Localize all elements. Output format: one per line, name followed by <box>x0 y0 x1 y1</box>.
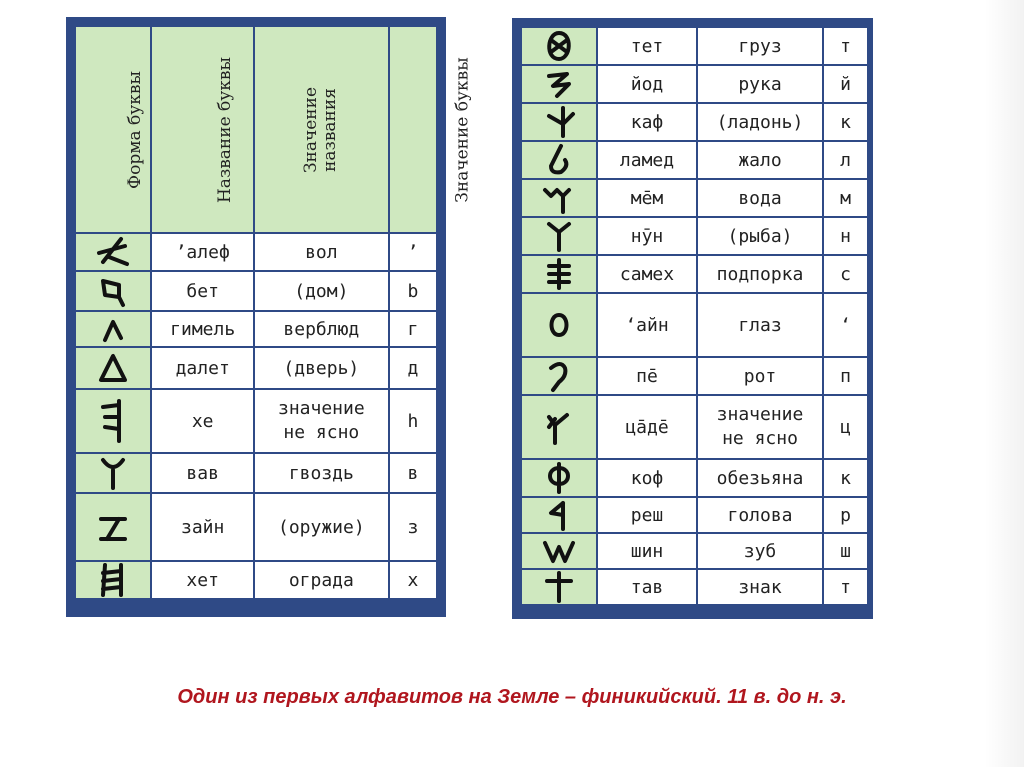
header-name-label: Название буквы <box>215 56 236 204</box>
table-row <box>522 66 867 102</box>
samekh-icon <box>522 256 596 292</box>
letter-value: п <box>824 358 867 394</box>
letter-meaning: значение не ясно <box>255 390 388 452</box>
table-row <box>522 570 867 604</box>
table-row <box>522 460 867 496</box>
letter-value: г <box>390 312 436 346</box>
dalet-icon <box>76 348 150 388</box>
letter-name: далет <box>152 348 253 388</box>
nun-icon <box>522 218 596 254</box>
kaf-icon <box>522 104 596 140</box>
letter-name: гимель <box>152 312 253 346</box>
letter-name: шин <box>598 534 696 568</box>
ayin-icon <box>522 294 596 356</box>
letter-value: в <box>390 454 436 492</box>
table-row <box>522 396 867 458</box>
gimel-icon <box>76 312 150 346</box>
table-row <box>522 104 867 140</box>
letter-meaning: жало <box>698 142 822 178</box>
letter-meaning: значение не ясно <box>698 396 822 458</box>
table-row <box>522 294 867 356</box>
letter-meaning: голова <box>698 498 822 532</box>
letter-meaning: гвоздь <box>255 454 388 492</box>
het-icon <box>76 562 150 598</box>
letter-meaning: рот <box>698 358 822 394</box>
left-alphabet-table <box>66 17 473 617</box>
letter-meaning: (дверь) <box>255 348 388 388</box>
letter-value: х <box>390 562 436 598</box>
letter-meaning: (ладонь) <box>698 104 822 140</box>
table-row <box>76 562 436 598</box>
letter-value: ʻ <box>824 294 867 356</box>
letter-name: реш <box>598 498 696 532</box>
letter-name: нӯн <box>598 218 696 254</box>
letter-meaning: вол <box>255 234 388 270</box>
letter-name: вав <box>152 454 253 492</box>
header-meaning <box>255 27 388 232</box>
letter-value: h <box>390 390 436 452</box>
letter-value: д <box>390 348 436 388</box>
letter-meaning: верблюд <box>255 312 388 346</box>
table-row <box>522 142 867 178</box>
letter-value: т <box>824 28 867 64</box>
letter-value: м <box>824 180 867 216</box>
letter-name: мēм <box>598 180 696 216</box>
letter-value: л <box>824 142 867 178</box>
letter-value: з <box>390 494 436 560</box>
letter-name: каф <box>598 104 696 140</box>
letter-value: с <box>824 256 867 292</box>
bet-icon <box>76 272 150 310</box>
letter-meaning: (оружие) <box>255 494 388 560</box>
letter-meaning: вода <box>698 180 822 216</box>
letter-value: к <box>824 460 867 496</box>
letter-name: ʻайн <box>598 294 696 356</box>
letter-name: бет <box>152 272 253 310</box>
letter-value: b <box>390 272 436 310</box>
letter-meaning: ограда <box>255 562 388 598</box>
table-row <box>76 454 436 492</box>
letter-name: ламед <box>598 142 696 178</box>
tet-icon <box>522 28 596 64</box>
table-row <box>522 28 867 64</box>
alphabet-table-right <box>520 26 869 606</box>
letter-meaning: обезьяна <box>698 460 822 496</box>
letter-value: н <box>824 218 867 254</box>
letter-value: ц <box>824 396 867 458</box>
letter-meaning: знак <box>698 570 822 604</box>
tsade-icon <box>522 396 596 458</box>
table-row <box>76 494 436 560</box>
table-row <box>522 218 867 254</box>
letter-meaning: рука <box>698 66 822 102</box>
letter-name: тет <box>598 28 696 64</box>
mem-icon <box>522 180 596 216</box>
pe-icon <box>522 358 596 394</box>
letter-value: т <box>824 570 867 604</box>
letter-value: к <box>824 104 867 140</box>
header-value <box>390 27 473 232</box>
lamed-icon <box>522 142 596 178</box>
header-value-label: Значение буквы <box>452 57 473 203</box>
slide-edge <box>984 0 1024 767</box>
letter-name: ʼалеф <box>152 234 253 270</box>
vav-icon <box>76 454 150 492</box>
letter-meaning: (рыба) <box>698 218 822 254</box>
table-row <box>522 534 867 568</box>
alphabet-table-left <box>74 25 473 600</box>
letter-name: коф <box>598 460 696 496</box>
table-row <box>522 180 867 216</box>
letter-name: хе <box>152 390 253 452</box>
he-icon <box>76 390 150 452</box>
header-row <box>76 27 436 232</box>
zayin-icon <box>76 494 150 560</box>
right-alphabet-table <box>512 18 873 619</box>
letter-name: самех <box>598 256 696 292</box>
letter-name: пē <box>598 358 696 394</box>
table-row <box>76 272 436 310</box>
yod-icon <box>522 66 596 102</box>
table-row <box>76 390 436 452</box>
letter-name: тав <box>598 570 696 604</box>
alef-icon <box>76 234 150 270</box>
header-meaning-label: Значение названия <box>301 86 341 173</box>
table-row <box>522 498 867 532</box>
resh-icon <box>522 498 596 532</box>
table-row <box>522 358 867 394</box>
table-row <box>76 312 436 346</box>
letter-value: ш <box>824 534 867 568</box>
letter-name: зайн <box>152 494 253 560</box>
letter-name: хет <box>152 562 253 598</box>
letter-value: й <box>824 66 867 102</box>
shin-icon <box>522 534 596 568</box>
letter-meaning: подпорка <box>698 256 822 292</box>
letter-name: цāдē <box>598 396 696 458</box>
letter-value: р <box>824 498 867 532</box>
table-row <box>522 256 867 292</box>
caption: Один из первых алфавитов на Земле – финикийский. 11 в. до н. э. <box>177 686 847 708</box>
letter-meaning: (дом) <box>255 272 388 310</box>
qof-icon <box>522 460 596 496</box>
letter-value: ʼ <box>390 234 436 270</box>
header-form <box>76 27 150 232</box>
table-row <box>76 234 436 270</box>
tav-icon <box>522 570 596 604</box>
header-name <box>152 27 253 232</box>
table-row <box>76 348 436 388</box>
header-form-label: Форма буквы <box>124 71 145 189</box>
letter-meaning: груз <box>698 28 822 64</box>
letter-meaning: зуб <box>698 534 822 568</box>
letter-meaning: глаз <box>698 294 822 356</box>
letter-name: йод <box>598 66 696 102</box>
